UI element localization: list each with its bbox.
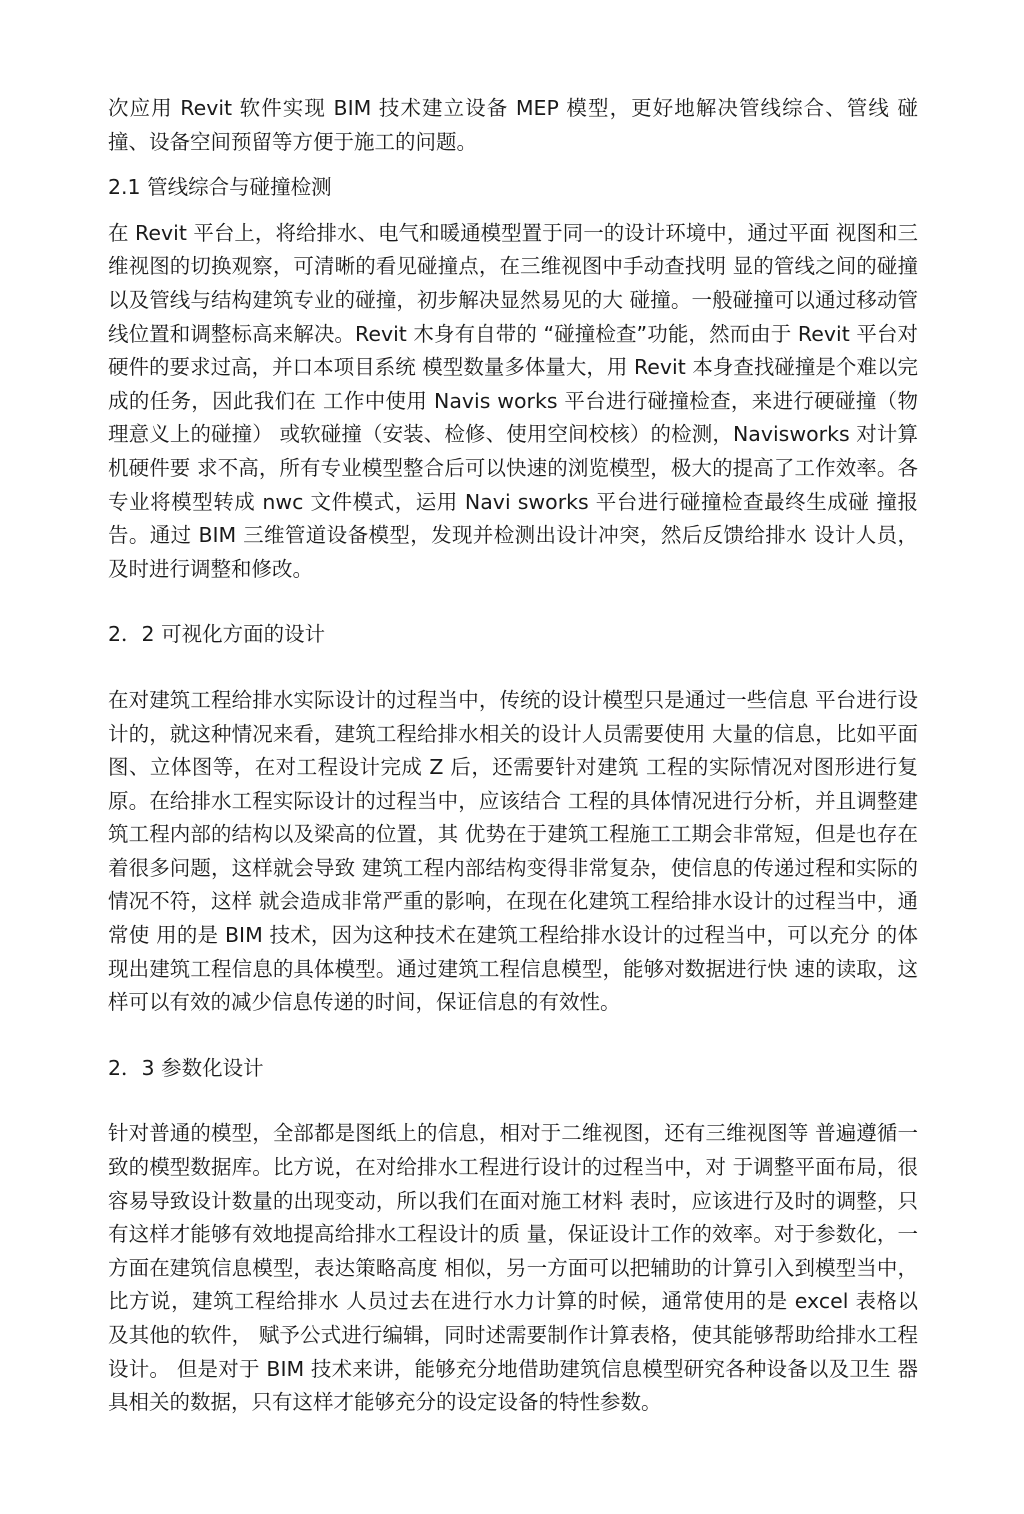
intro-paragraph: 次应用 Revit 软件实现 BIM 技术建立设备 MEP 模型，更好地解决管线综合、管线 碰撞、设备空间预留等方便于施工的问题。 [108,96,918,154]
section-2-3-body: 针对普通的模型，全部都是图纸上的信息，相对于二维视图，还有三维视图等 普遍遵循一致的模型数据库。比方说，在对给排水工程进行设计的过程当中，对 于调整平面布局，很容易导致设计数量的出现变动，所以我们在面对施工材料 表时，应该进行及时的调整，只有这样才能够有效地提高给排水工程设计的质 量，保证设计工作的效率。对于参数化，一方面在建筑信息模型，表达策略高度 相似，另一方面可以把辅助的计算引入到模型当中，比方说，建筑工程给排水 人员过去在进行水力计算的时候，通常使用的是 excel 表格以及其他的软件， 赋予公式进行编辑，同时述需要制作计算表格，使其能够帮助给排水工程设计。 但是对于 BIM 技术来讲，能够充分地借助建筑信息模型研究各种设备以及卫生 器具相关的数据，只有这样才能够充分的设定设备的特性参数。 [108,1121,918,1415]
document-body [108,92,918,1420]
spacer [108,159,918,171]
spacer [108,1085,918,1117]
section-2-1-heading: 2.1 管线综合与碰撞检测 [108,175,332,200]
spacer [108,205,918,217]
spacer [108,1020,918,1052]
section-2-3-heading: 2．3 参数化设计 [108,1055,264,1080]
section-2-2-body: 在对建筑工程给排水实际设计的过程当中，传统的设计模型只是通过一些信息 平台进行设计的，就这种情况来看，建筑工程给排水相关的设计人员需要使用 大量的信息，比如平面图、立体图等，在对工程设计完成 Z 后，还需要针对建筑 工程的实际情况对图形进行复原。在给排水工程实际设计的过程当中，应该结合 工程的具体情况进行分析，并且调整建筑工程内部的结构以及梁高的位置，其 优势在于建筑工程施工工期会非常短，但是也存在着很多问题，这样就会导致 建筑工程内部结构变得非常复杂，使信息的传递过程和实际的情况不符，这样 就会造成非常严重的影响，在现在化建筑工程给排水设计的过程当中，通常使 用的是 BIM 技术，因为这种技术在建筑工程给排水设计的过程当中，可以充分 的体现出建筑工程信息的具体模型。通过建筑工程信息模型，能够对数据进行快 速的读取，这样可以有效的减少信息传递的时间，保证信息的有效性。 [108,687,918,1015]
section-2-2-heading: 2．2 可视化方面的设计 [108,622,326,647]
spacer [108,652,918,684]
spacer [108,586,918,618]
section-2-1-body: 在 Revit 平台上，将给排水、电气和暖通模型置于同一的设计环境中，通过平面 视图和三维视图的切换观察，可清晰的看见碰撞点，在三维视图中手动查找明 显的管线之间的碰撞以及管线与结构建筑专业的碰撞，初步解决显然易见的大 碰撞。一般碰撞可以通过移动管线位置和调整标高来解决。Revit 木身有自带的 “碰撞检查”功能，然而由于 Revit 平台对硬件的要求过高，并口本项目系统 模型数量多体量大，用 Revit 本身查找碰撞是个难以完成的任务，因此我们在 工作中使用 Navis works 平台进行碰撞检查，来进行硬碰撞（物理意义上的碰撞） 或软碰撞（安装、检修、使用空间校核）的检测，Navisworks 对计算机硬件要 求不高，所有专业模型整合后可以快速的浏览模型，极大的提高了工作效率。各 专业将模型转成 nwc 文件模式，运用 Navi sworks 平台进行碰撞检查最终生成碰 撞报告。通过 BIM 三维管道设备模型，发现并检测出设计冲突，然后反馈给排水 设计人员，及时进行调整和修改。 [108,220,918,581]
